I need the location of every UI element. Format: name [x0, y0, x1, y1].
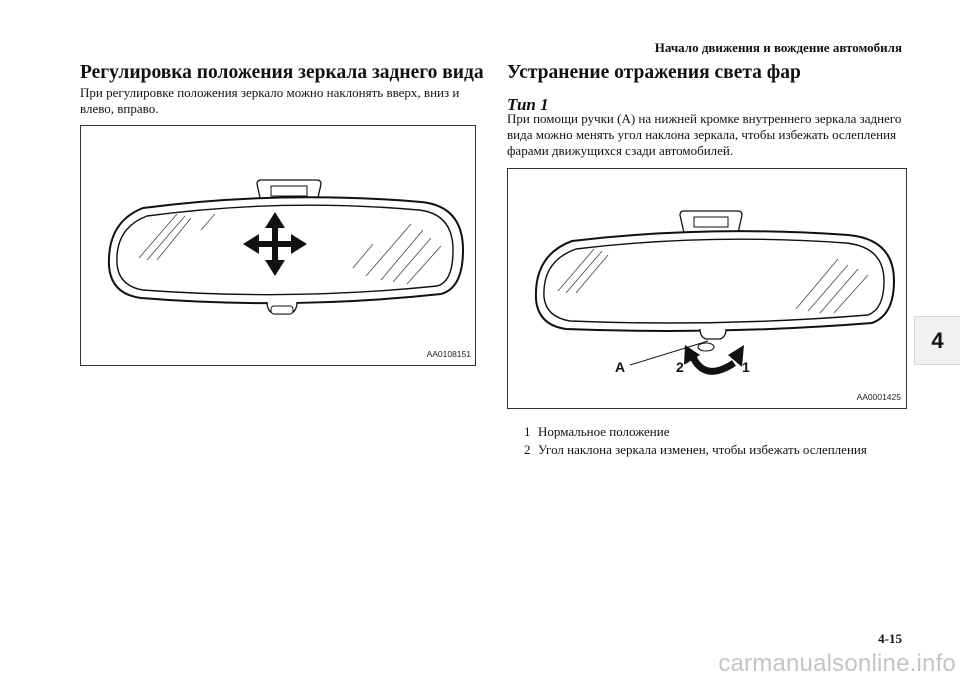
- legend-text: Угол наклона зеркала изменен, чтобы избежать ослепления: [538, 442, 867, 457]
- watermark: carmanualsonline.info: [718, 650, 956, 677]
- right-section-intro: При помощи ручки (A) на нижней кромке внутреннего зеркала заднего вида можно менять угол наклона зеркала, чтобы избежать ослепления фарами движущихся сзади автомобилей.: [507, 111, 902, 158]
- type-label: Тип 1: [507, 95, 549, 114]
- legend-number: 2: [524, 442, 531, 457]
- mirror-adjust-figure: [80, 125, 476, 366]
- mirror-tilt-figure: [507, 168, 907, 409]
- running-header: Начало движения и вождение автомобиля: [654, 40, 902, 55]
- left-section-intro: При регулировке положения зеркало можно наклонять вверх, вниз и влево, вправо.: [80, 85, 460, 116]
- right-section-title: Устранение отражения света фар: [507, 62, 801, 83]
- callout-2-label: 2: [676, 359, 684, 375]
- legend-item: [524, 441, 867, 459]
- page-number: 4-15: [878, 631, 902, 646]
- chapter-tab: 4: [914, 316, 960, 365]
- callout-a-label: A: [615, 359, 626, 375]
- legend-item: [524, 423, 867, 441]
- tilt-arrow-icon: [508, 169, 908, 410]
- callout-1-label: 1: [742, 359, 750, 375]
- legend-text: Нормальное положение: [538, 424, 670, 439]
- legend-number: 1: [524, 424, 531, 439]
- figure-code: AA0001425: [856, 392, 901, 402]
- four-way-arrow-icon: [81, 126, 477, 367]
- figure-code: AA0108151: [426, 349, 471, 359]
- figure-legend: [524, 423, 867, 459]
- left-section-title: Регулировка положения зеркала заднего вида: [80, 62, 484, 83]
